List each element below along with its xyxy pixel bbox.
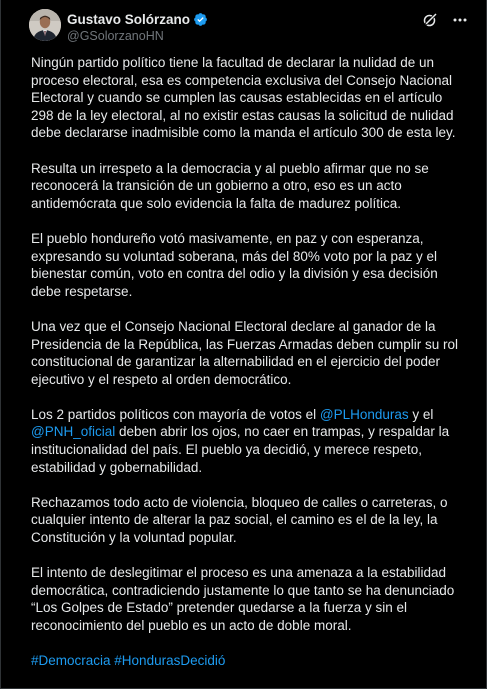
header-actions [422,12,468,28]
author-display-name[interactable]: Gustavo Solórzano [67,11,191,27]
verified-badge-icon [193,12,208,27]
paragraph-6: Rechazamos todo acto de violencia, bloqueo de calles o carreteras, o cualquier intento de alterar la paz social, el camino es el de la ley, la Constitución y la voluntad popular. [31,494,448,546]
mention-plhonduras[interactable]: @PLHonduras [319,406,409,422]
hashtag-democracia[interactable]: #Democracia [31,653,111,669]
paragraph-5-text-start: Los 2 partidos políticos con mayoría de votos el [31,406,320,422]
author-handle[interactable]: @GSolorzanoHN [67,29,164,43]
hashtags [31,652,463,670]
tweet-text [31,54,463,687]
paragraph-5-text-end: deben abrir los ojos, no caer en trampas, y respaldar la institucionalidad del país. El pueblo ya decidió, y merece respeto, estabilidad y gobernabilidad. [31,424,450,475]
grok-icon[interactable] [422,12,438,28]
paragraph-2: Resulta un irrespeto a la democracia y al pueblo afirmar que no se reconocerá la transición de un gobierno a otro, eso es un acto antidemócrata que solo evidencia la falta de madurez política. [31,160,429,211]
mention-pnh-oficial[interactable]: @PNH_oficial [31,424,116,440]
paragraph-1: Ningún partido político tiene la facultad de declarar la nulidad de un proceso electoral, esa es competencia exclusiva del Consejo Nacional Electoral y cuando se cumplen las causas establecidas en el artículo 298 de la ley electoral, al no existir estas causas la solicitud de nulidad debe declararse inadmisible como la manda el artículo 300 de esta ley. [31,55,456,141]
paragraph-7: El intento de deslegitimar el proceso es una amenaza a la estabilidad democrática, contradiciendo justamente lo que tanto se ha denunciado “Los Golpes de Estado” pretender quedarse a la fuerza y sin el reconocimiento del pueblo es un acto de doble moral. [31,565,455,633]
paragraph-5-text-middle: y el [408,406,434,422]
tweet-header [17,6,470,46]
hashtag-hondurasdecidio[interactable]: #HondurasDecidió [114,653,226,669]
author-info [67,11,208,43]
paragraph-5 [31,406,463,476]
paragraph-3: El pueblo hondureño votó masivamente, en paz y con esperanza, expresando su voluntad soberana, más del 80% voto por la paz y el bienestar común, voto en contra del odio y la división y esa decisión debe respetarse. [31,230,438,299]
avatar-image [29,9,61,41]
paragraph-4: Una vez que el Consejo Nacional Electoral declare al ganador de la Presidencia de la República, las Fuerzas Armadas deben cumplir su rol constitucional de garantizar la alternabilidad en el ejercicio del poder ejecutivo y el respeto al orden democrático. [31,318,458,387]
avatar[interactable] [29,9,61,41]
more-options-icon[interactable] [452,12,468,28]
name-row [67,11,208,27]
